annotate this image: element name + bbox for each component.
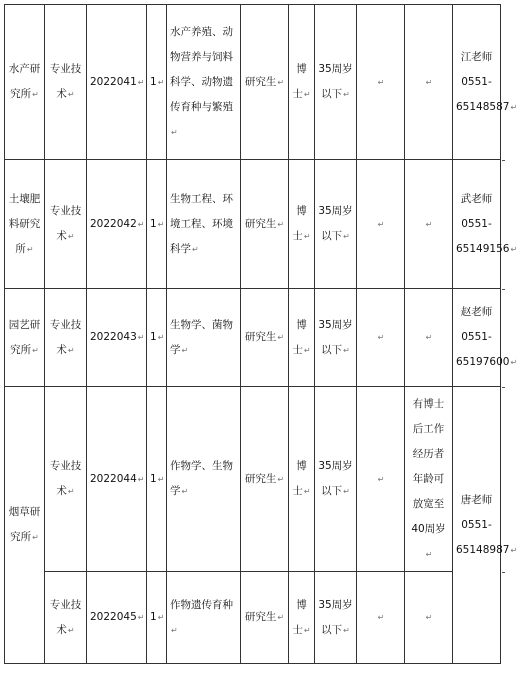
major-cell: 生物学、菌物学↵: [167, 289, 241, 387]
table-row: [5, 5, 501, 160]
code-cell: 2022044↵: [87, 387, 147, 572]
degree-cell: 博士↵: [289, 160, 315, 289]
contact-cell: 唐老师0551-65148987↵: [453, 387, 501, 664]
contact-cell: 赵老师0551-65197600↵: [453, 289, 501, 387]
post-type-cell: 专业技术↵: [45, 160, 87, 289]
post-type-cell: 专业技术↵: [45, 5, 87, 160]
remark-cell: 有博士后工作经历者年龄可放宽至40周岁↵: [405, 387, 453, 572]
education-cell: 研究生↵: [241, 160, 289, 289]
table-row: [5, 572, 501, 664]
code-cell: 2022042↵: [87, 160, 147, 289]
recruitment-table: [4, 4, 517, 664]
post-type-cell: 专业技术↵: [45, 572, 87, 664]
table-row: [5, 160, 501, 289]
other-cell: ↵: [357, 387, 405, 572]
unit-cell: 土壤肥料研究所↵: [5, 160, 45, 289]
count-cell: 1↵: [147, 387, 167, 572]
major-cell: 水产养殖、动物营养与饲料科学、动物遗传育种与繁殖↵: [167, 5, 241, 160]
other-cell: ↵: [357, 160, 405, 289]
age-cell: 35周岁以下↵: [315, 387, 357, 572]
remark-cell: ↵: [405, 572, 453, 664]
count-cell: 1↵: [147, 289, 167, 387]
unit-cell: 烟草研究所↵: [5, 387, 45, 664]
table-row: [5, 289, 501, 387]
unit-cell: 水产研究所↵: [5, 5, 45, 160]
major-cell: 作物遗传育种↵: [167, 572, 241, 664]
age-cell: 35周岁以下↵: [315, 160, 357, 289]
post-type-cell: 专业技术↵: [45, 289, 87, 387]
remark-cell: ↵: [405, 160, 453, 289]
remark-cell: ↵: [405, 5, 453, 160]
row-marker: [502, 289, 505, 290]
count-cell: 1↵: [147, 572, 167, 664]
other-cell: ↵: [357, 572, 405, 664]
row-marker: [502, 160, 505, 161]
contact-cell: 江老师0551-65148587↵: [453, 5, 501, 160]
count-cell: 1↵: [147, 5, 167, 160]
major-cell: 生物工程、环境工程、环境科学↵: [167, 160, 241, 289]
code-cell: 2022043↵: [87, 289, 147, 387]
degree-cell: 博士↵: [289, 5, 315, 160]
code-cell: 2022041↵: [87, 5, 147, 160]
table-row: [5, 387, 501, 572]
education-cell: 研究生↵: [241, 387, 289, 572]
post-type-cell: 专业技术↵: [45, 387, 87, 572]
row-marker: [502, 387, 505, 388]
age-cell: 35周岁以下↵: [315, 572, 357, 664]
major-cell: 作物学、生物学↵: [167, 387, 241, 572]
degree-cell: 博士↵: [289, 289, 315, 387]
other-cell: ↵: [357, 5, 405, 160]
degree-cell: 博士↵: [289, 387, 315, 572]
other-cell: ↵: [357, 289, 405, 387]
code-cell: 2022045↵: [87, 572, 147, 664]
education-cell: 研究生↵: [241, 572, 289, 664]
count-cell: 1↵: [147, 160, 167, 289]
education-cell: 研究生↵: [241, 289, 289, 387]
age-cell: 35周岁以下↵: [315, 5, 357, 160]
contact-cell: 武老师0551-65149156↵: [453, 160, 501, 289]
row-marker: [502, 572, 505, 573]
unit-cell: 园艺研究所↵: [5, 289, 45, 387]
remark-cell: ↵: [405, 289, 453, 387]
education-cell: 研究生↵: [241, 5, 289, 160]
age-cell: 35周岁以下↵: [315, 289, 357, 387]
degree-cell: 博士↵: [289, 572, 315, 664]
